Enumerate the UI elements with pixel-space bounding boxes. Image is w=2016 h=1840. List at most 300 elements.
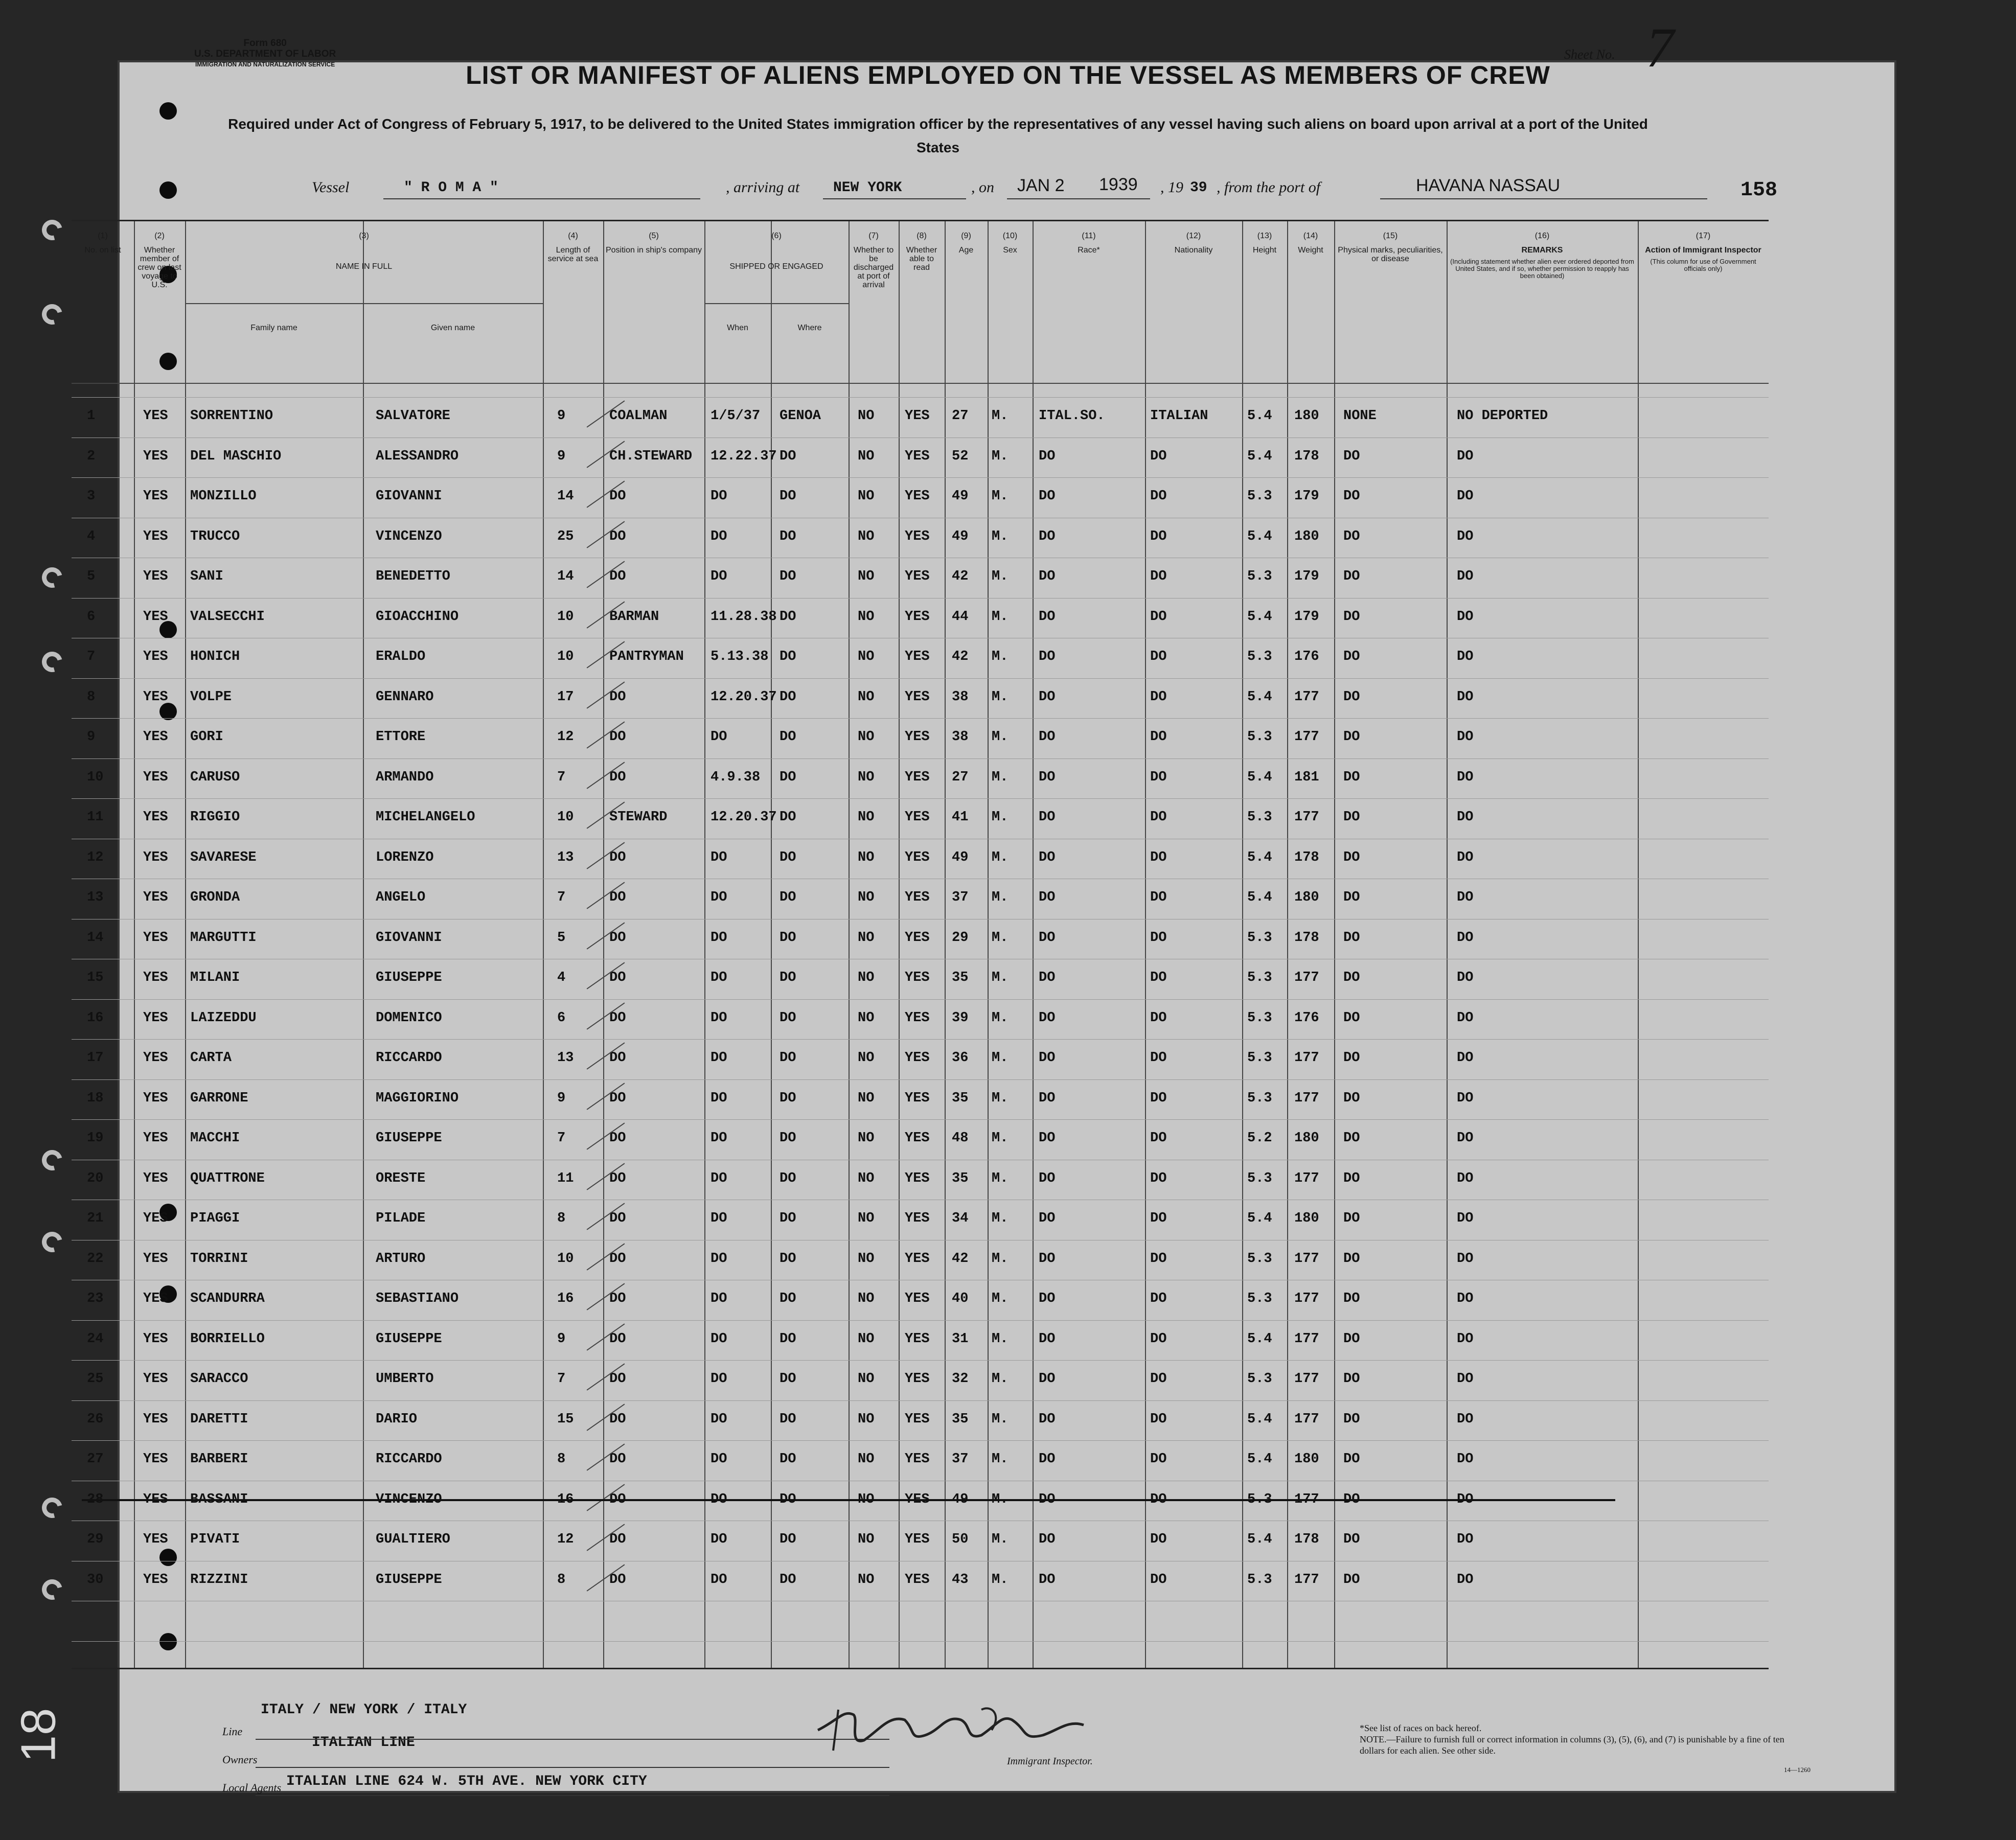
table-cell: M. (992, 448, 1009, 464)
table-cell: 177 (1294, 1371, 1319, 1387)
crew-table (72, 220, 1769, 1669)
table-cell: NO (858, 1170, 875, 1186)
table-cell: DO (1343, 1090, 1360, 1106)
table-cell: YES (143, 1331, 168, 1347)
table-cell: ARMANDO (376, 769, 434, 785)
table-cell: DO (1343, 448, 1360, 464)
form-number: Form 680 (243, 38, 287, 49)
table-cell: DO (780, 729, 796, 745)
table-cell: YES (143, 769, 168, 785)
footer-notes (1360, 1722, 1799, 1756)
table-cell: MACCHI (190, 1131, 240, 1146)
table-cell: GIOVANNI (376, 489, 442, 504)
table-cell: 17 (557, 689, 574, 705)
table-cell: 9 (557, 1090, 566, 1106)
table-cell: DO (711, 1331, 727, 1347)
table-cell: 5.4 (1247, 890, 1272, 905)
table-cell: YES (143, 408, 168, 424)
table-cell: SARACCO (190, 1371, 248, 1387)
table-cell: YES (905, 1251, 930, 1267)
table-cell: M. (992, 769, 1009, 785)
table-cell: YES (905, 1371, 930, 1387)
row-rule (72, 999, 1769, 1000)
table-cell: 8 (557, 1211, 566, 1226)
column-subheader: When (727, 324, 748, 332)
table-cell: NO (858, 1411, 875, 1427)
table-cell: M. (992, 1010, 1009, 1026)
table-cell: DO (780, 1090, 796, 1106)
table-cell: DO (1457, 1090, 1474, 1106)
table-cell: DO (711, 1491, 727, 1507)
table-cell: 27 (952, 769, 969, 785)
table-cell: DO (780, 1211, 796, 1226)
table-cell: NO (858, 1251, 875, 1267)
table-cell: DO (609, 1291, 626, 1306)
table-cell: 18 (87, 1090, 104, 1106)
table-cell: 44 (952, 609, 969, 625)
table-cell: DO (1343, 569, 1360, 584)
table-cell: RICCARDO (376, 1050, 442, 1066)
table-cell: 49 (952, 489, 969, 504)
table-cell: DO (1457, 1491, 1474, 1507)
table-cell: SEBASTIANO (376, 1291, 459, 1306)
column-number: (2) (154, 232, 165, 240)
column-header: Race* (1078, 246, 1100, 255)
table-cell: DO (1150, 849, 1167, 865)
table-cell: SALVATORE (376, 408, 450, 424)
table-cell: DO (780, 1411, 796, 1427)
table-cell: HONICH (190, 649, 240, 664)
table-cell: DO (1343, 930, 1360, 946)
column-header: Weight (1298, 246, 1323, 255)
table-cell: NO (858, 769, 875, 785)
table-cell: DO (1457, 1251, 1474, 1267)
table-cell: ORESTE (376, 1170, 426, 1186)
column-number: (11) (1082, 232, 1096, 240)
table-cell: YES (143, 1131, 168, 1146)
table-cell: NO DEPORTED (1457, 408, 1548, 424)
table-cell: NO (858, 1452, 875, 1467)
table-cell: DO (609, 489, 626, 504)
table-cell: DO (780, 1371, 796, 1387)
table-cell: DO (609, 1090, 626, 1106)
table-cell: 5.3 (1247, 729, 1272, 745)
table-cell: DO (711, 849, 727, 865)
route: ITALY / NEW YORK / ITALY (261, 1702, 467, 1718)
table-cell: DO (1343, 849, 1360, 865)
table-cell: 37 (952, 1452, 969, 1467)
table-cell: 22 (87, 1251, 104, 1267)
table-cell: 10 (557, 810, 574, 825)
table-cell: DO (1150, 489, 1167, 504)
table-cell: ITALIAN (1150, 408, 1208, 424)
table-cell: 12.20.37 (711, 810, 777, 825)
table-cell: 176 (1294, 649, 1319, 664)
table-cell: 181 (1294, 769, 1319, 785)
table-cell: 5.4 (1247, 1532, 1272, 1547)
table-cell: ETTORE (376, 729, 426, 745)
table-cell: 5.4 (1247, 1452, 1272, 1467)
table-cell: DO (1457, 1411, 1474, 1427)
table-cell: 42 (952, 649, 969, 664)
table-cell: 42 (952, 1251, 969, 1267)
table-cell: LAIZEDDU (190, 1010, 257, 1026)
table-cell: 4.9.38 (711, 769, 761, 785)
column-divider (945, 221, 946, 1668)
column-divider (543, 221, 544, 1668)
table-cell: DO (609, 1331, 626, 1347)
column-number: (15) (1383, 232, 1398, 240)
table-cell: 50 (952, 1532, 969, 1547)
column-header: NAME IN FULL (335, 262, 393, 271)
table-cell: DO (1343, 810, 1360, 825)
column-header: Physical marks, peculiarities, or disease (1338, 246, 1443, 263)
table-cell: 5.3 (1247, 1090, 1272, 1106)
table-cell: DO (1343, 1251, 1360, 1267)
table-cell: 48 (952, 1131, 969, 1146)
table-cell: 179 (1294, 489, 1319, 504)
table-cell: 36 (952, 1050, 969, 1066)
table-cell: DO (609, 689, 626, 705)
table-cell: DO (711, 1452, 727, 1467)
table-cell: 178 (1294, 1532, 1319, 1547)
table-cell: DO (711, 1532, 727, 1547)
table-cell: 10 (557, 609, 574, 625)
table-cell: 49 (952, 528, 969, 544)
table-cell: 177 (1294, 1050, 1319, 1066)
table-cell: DO (1150, 930, 1167, 946)
table-cell: M. (992, 970, 1009, 985)
table-cell: YES (143, 930, 168, 946)
table-cell: DO (780, 689, 796, 705)
table-cell: DO (1343, 609, 1360, 625)
line-label: Line (222, 1725, 243, 1738)
table-cell: M. (992, 1291, 1009, 1306)
table-cell: DO (1150, 528, 1167, 544)
table-cell: YES (905, 1050, 930, 1066)
column-header: Position in ship's company (605, 246, 702, 255)
table-cell: PIVATI (190, 1532, 240, 1547)
from-port: HAVANA NASSAU (1416, 176, 1561, 195)
page-subtitle: Required under Act of Congress of February 5, 1917, to be delivered to the United States immigration officer by the representatives of any vessel having such aliens on board upon arrival at a port of the United States (228, 116, 1648, 155)
table-cell: DO (1039, 890, 1056, 905)
table-cell: DO (1457, 729, 1474, 745)
table-cell: 1 (87, 408, 96, 424)
table-cell: GRONDA (190, 890, 240, 905)
subheader-divider (185, 303, 543, 304)
table-cell: 26 (87, 1411, 104, 1427)
table-cell: M. (992, 1211, 1009, 1226)
table-cell: PANTRYMAN (609, 649, 684, 664)
table-cell: YES (905, 689, 930, 705)
table-cell: DO (1150, 1090, 1167, 1106)
table-cell: M. (992, 1411, 1009, 1427)
table-cell: 5.3 (1247, 1170, 1272, 1186)
sheet-number: 7 (1646, 16, 1674, 79)
table-cell: YES (905, 1572, 930, 1588)
table-cell: M. (992, 890, 1009, 905)
table-cell: YES (143, 1090, 168, 1106)
table-cell: DO (1150, 1010, 1167, 1026)
table-cell: DO (609, 1371, 626, 1387)
table-cell: 5.13.38 (711, 649, 769, 664)
table-cell: YES (143, 849, 168, 865)
table-cell: DO (1039, 1010, 1056, 1026)
table-cell: NO (858, 1291, 875, 1306)
table-cell: MAGGIORINO (376, 1090, 459, 1106)
table-cell: DO (1457, 448, 1474, 464)
column-divider (1334, 221, 1335, 1668)
table-cell: DO (1150, 1452, 1167, 1467)
table-cell: YES (905, 1010, 930, 1026)
table-cell: 5.3 (1247, 810, 1272, 825)
table-cell: DO (609, 1491, 626, 1507)
table-cell: YES (905, 1131, 930, 1146)
table-cell: YES (905, 849, 930, 865)
column-divider (1242, 221, 1243, 1668)
table-cell: NO (858, 729, 875, 745)
table-cell: DO (609, 1572, 626, 1588)
header-divider (72, 383, 1769, 384)
table-cell: ARTURO (376, 1251, 426, 1267)
table-cell: DO (1150, 649, 1167, 664)
table-cell: DOMENICO (376, 1010, 442, 1026)
column-number: (1) (98, 232, 108, 240)
table-cell: M. (992, 1331, 1009, 1347)
table-cell: 12.20.37 (711, 689, 777, 705)
table-cell: GIOACCHINO (376, 609, 459, 625)
table-cell: DO (1457, 489, 1474, 504)
table-cell: YES (143, 1371, 168, 1387)
table-cell: 13 (557, 849, 574, 865)
department-name: U.S. DEPARTMENT OF LABOR (194, 49, 336, 59)
table-cell: 14 (87, 930, 104, 946)
arrival-date: JAN 2 (1017, 176, 1065, 195)
table-cell: DO (1343, 1532, 1360, 1547)
column-divider (1638, 221, 1639, 1668)
table-cell: DO (780, 448, 796, 464)
row-rule (72, 1119, 1769, 1120)
table-cell: DO (1150, 689, 1167, 705)
table-cell: DO (1039, 489, 1056, 504)
table-cell: 10 (87, 769, 104, 785)
table-cell: M. (992, 1170, 1009, 1186)
table-cell: DO (711, 528, 727, 544)
year-prefix: , 19 (1160, 179, 1183, 196)
vessel-label: Vessel (312, 179, 350, 196)
table-cell: YES (905, 569, 930, 584)
row-rule (72, 1641, 1769, 1642)
table-cell: DO (1343, 1010, 1360, 1026)
column-divider (134, 221, 135, 1668)
table-cell: MONZILLO (190, 489, 257, 504)
table-cell: STEWARD (609, 810, 668, 825)
row-rule (72, 397, 1769, 398)
table-cell: GENOA (780, 408, 821, 424)
table-cell: DO (1039, 1170, 1056, 1186)
table-cell: BORRIELLO (190, 1331, 265, 1347)
table-cell: PIAGGI (190, 1211, 240, 1226)
table-cell: 10 (557, 1251, 574, 1267)
table-cell: ALESSANDRO (376, 448, 459, 464)
table-cell: CARTA (190, 1050, 232, 1066)
table-cell: DO (711, 890, 727, 905)
table-cell: 7 (557, 890, 566, 905)
table-cell: DO (1150, 890, 1167, 905)
table-cell: 9 (557, 448, 566, 464)
table-cell: YES (143, 649, 168, 664)
row-rule (72, 678, 1769, 679)
table-cell: DO (1343, 1211, 1360, 1226)
table-cell: M. (992, 1532, 1009, 1547)
table-cell: DO (1343, 970, 1360, 985)
table-cell: DO (1039, 689, 1056, 705)
table-cell: NO (858, 569, 875, 584)
column-number: (17) (1696, 232, 1711, 240)
table-cell: 178 (1294, 448, 1319, 464)
table-cell: M. (992, 930, 1009, 946)
table-cell: DO (711, 1170, 727, 1186)
margin-mark: 18 (11, 1708, 66, 1763)
subheader-divider (704, 303, 849, 304)
table-cell: 25 (87, 1371, 104, 1387)
table-cell: YES (905, 489, 930, 504)
column-subnote: (Including statement whether alien ever ordered deported from United States, and if so, whether permission to reapply has been obtained) (1450, 258, 1634, 280)
column-subheader: Given name (430, 324, 475, 332)
table-cell: DO (711, 1411, 727, 1427)
table-cell: TRUCCO (190, 528, 240, 544)
table-cell: YES (905, 1532, 930, 1547)
table-cell: DO (1457, 1211, 1474, 1226)
table-cell: YES (905, 1211, 930, 1226)
table-cell: ERALDO (376, 649, 426, 664)
table-cell: YES (905, 408, 930, 424)
table-cell: 11 (557, 1170, 574, 1186)
table-cell: M. (992, 1251, 1009, 1267)
table-cell: DO (1039, 1291, 1056, 1306)
owners: ITALIAN LINE (312, 1735, 415, 1751)
table-cell: DO (1039, 528, 1056, 544)
table-cell: DO (780, 649, 796, 664)
table-cell: DO (1150, 1532, 1167, 1547)
table-cell: DO (1457, 1572, 1474, 1588)
table-cell: DO (1457, 810, 1474, 825)
table-cell: YES (143, 489, 168, 504)
table-cell: DO (1039, 970, 1056, 985)
table-cell: DO (609, 528, 626, 544)
table-cell: 5.3 (1247, 930, 1272, 946)
table-cell: NO (858, 1532, 875, 1547)
table-cell: DO (711, 930, 727, 946)
table-cell: BENEDETTO (376, 569, 450, 584)
table-cell: M. (992, 1371, 1009, 1387)
column-divider (1287, 221, 1288, 1668)
table-cell: 177 (1294, 1411, 1319, 1427)
table-cell: 10 (557, 649, 574, 664)
column-header: Nationality (1174, 246, 1213, 255)
row-rule (72, 1360, 1769, 1361)
row-rule (72, 1400, 1769, 1401)
table-cell: 5.4 (1247, 849, 1272, 865)
table-cell: MICHELANGELO (376, 810, 475, 825)
table-cell: 38 (952, 689, 969, 705)
table-cell: 43 (952, 1572, 969, 1588)
table-cell: 5 (87, 569, 96, 584)
table-cell: 5.4 (1247, 528, 1272, 544)
table-cell: YES (143, 1572, 168, 1588)
table-cell: 5.4 (1247, 1331, 1272, 1347)
vessel-name: " R O M A " (404, 180, 498, 196)
table-cell: DO (780, 489, 796, 504)
table-cell: YES (143, 689, 168, 705)
table-cell: 41 (952, 810, 969, 825)
table-cell: DO (1457, 1131, 1474, 1146)
table-cell: BASSANI (190, 1491, 248, 1507)
column-divider (704, 221, 705, 1668)
table-cell: 180 (1294, 1131, 1319, 1146)
table-cell: DO (1343, 1491, 1360, 1507)
table-cell: 5.4 (1247, 769, 1272, 785)
service-name: IMMIGRATION AND NATURALIZATION SERVICE (195, 61, 335, 68)
table-cell: DO (711, 1211, 727, 1226)
table-cell: DO (1039, 1251, 1056, 1267)
table-cell: NO (858, 1572, 875, 1588)
column-divider (185, 221, 186, 1668)
owners-label: Owners (222, 1753, 258, 1766)
column-divider (988, 221, 989, 1668)
table-cell: 13 (557, 1050, 574, 1066)
table-cell: YES (905, 448, 930, 464)
table-cell: 180 (1294, 528, 1319, 544)
column-divider (849, 221, 850, 1668)
table-cell: YES (905, 528, 930, 544)
table-cell: RIGGIO (190, 810, 240, 825)
arriving-label: , arriving at (726, 179, 800, 196)
table-cell: 30 (87, 1572, 104, 1588)
table-cell: 12.22.37 (711, 448, 777, 464)
table-cell: DO (609, 1532, 626, 1547)
table-cell: 19 (87, 1131, 104, 1146)
table-cell: 180 (1294, 1211, 1319, 1226)
table-cell: 8 (87, 689, 96, 705)
table-cell: 4 (87, 528, 96, 544)
table-cell: DO (1343, 528, 1360, 544)
table-cell: SORRENTINO (190, 408, 273, 424)
table-cell: NO (858, 890, 875, 905)
table-cell: GIUSEPPE (376, 1331, 442, 1347)
table-cell: DO (780, 970, 796, 985)
table-cell: DO (1343, 769, 1360, 785)
table-cell: 5.3 (1247, 1050, 1272, 1066)
table-cell: DO (780, 1170, 796, 1186)
table-cell: DO (780, 1251, 796, 1267)
table-cell: M. (992, 729, 1009, 745)
table-cell: YES (143, 1251, 168, 1267)
table-cell: DO (780, 890, 796, 905)
table-cell: 49 (952, 1491, 969, 1507)
table-cell: 20 (87, 1170, 104, 1186)
table-cell: 12 (557, 1532, 574, 1547)
table-cell: YES (143, 1050, 168, 1066)
table-cell: GENNARO (376, 689, 434, 705)
table-cell: M. (992, 1131, 1009, 1146)
table-cell: DO (1457, 1010, 1474, 1026)
inspector-caption: Immigrant Inspector. (1007, 1756, 1093, 1767)
table-cell: 9 (557, 408, 566, 424)
table-cell: 11.28.38 (711, 609, 777, 625)
table-cell: DO (609, 1050, 626, 1066)
fine-note: NOTE.—Failure to furnish full or correct information in columns (3), (5), (6), and (7) is punishable by a fine of ten dollars for each alien. See other side. (1360, 1734, 1784, 1756)
